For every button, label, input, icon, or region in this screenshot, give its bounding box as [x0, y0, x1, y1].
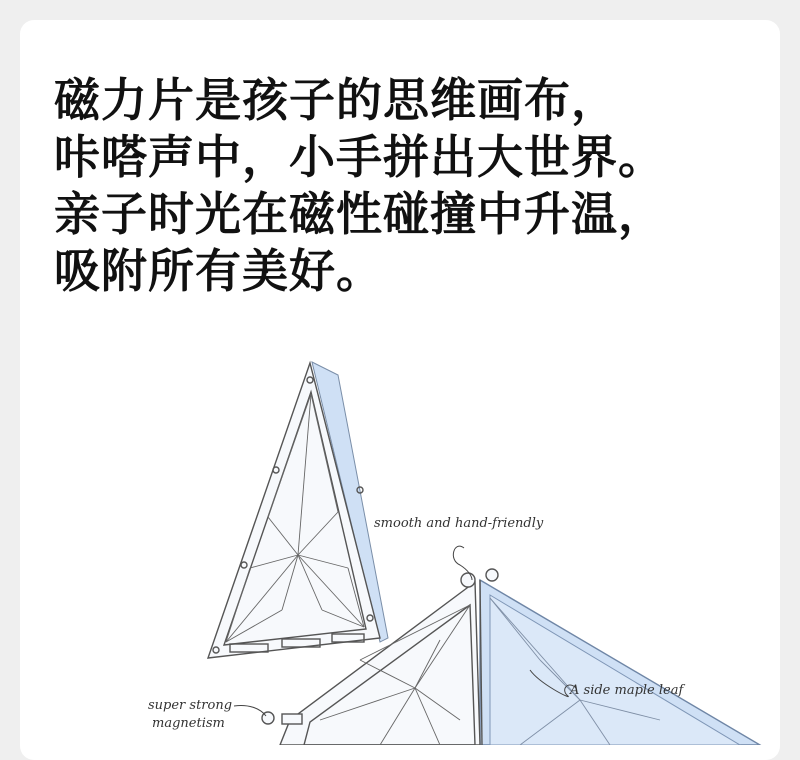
magnetic-tile-sketch [20, 20, 780, 745]
annotation-magnetism-line1: super strong [148, 698, 233, 713]
headline-line: 咔嗒声中，小手拼出大世界。 [54, 130, 665, 184]
annotation-maple-leaf: A side maple leaf [570, 683, 684, 698]
annotation-smooth: smooth and hand-friendly [374, 516, 544, 531]
headline-line: 吸附所有美好。 [54, 244, 383, 298]
triangle-tile-left [208, 362, 388, 658]
headline-line: 磁力片是孩子的思维画布， [54, 73, 618, 127]
annotation-magnetism-line2: magnetism [152, 716, 225, 731]
content-card [20, 20, 780, 760]
headline-line: 亲子时光在磁性碰撞中升温， [54, 187, 665, 241]
